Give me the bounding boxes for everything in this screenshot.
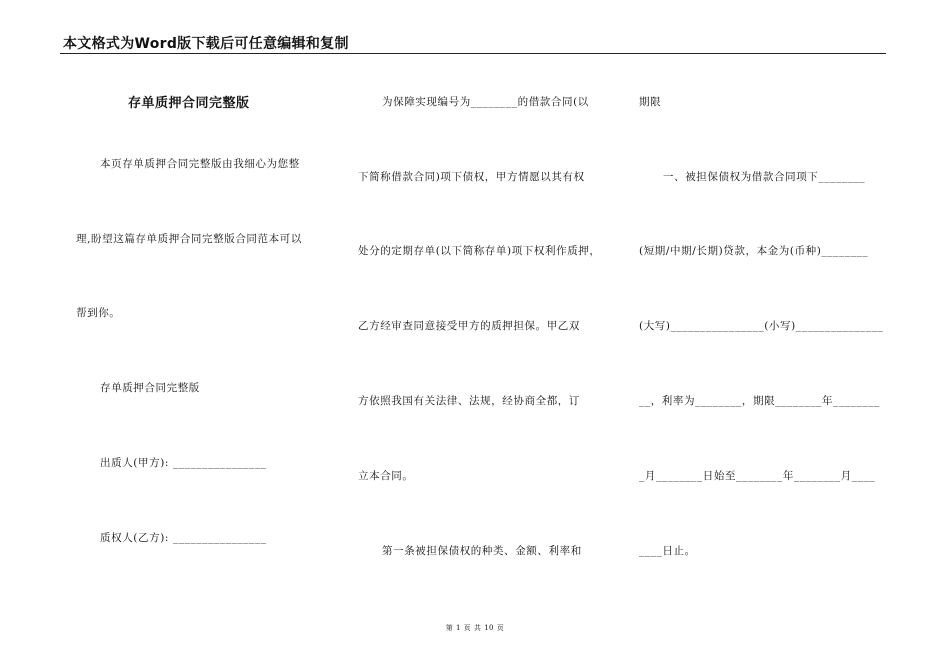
- paragraph-line: 理,盼望这篇存单质押合同完整版合同范本可以: [76, 233, 302, 245]
- paragraph-line: 存单质押合同完整版: [100, 382, 200, 394]
- header-divider: [60, 53, 886, 54]
- paragraph-line: 乙方经审查同意接受甲方的质押担保。甲乙双: [358, 320, 580, 332]
- paragraph-line: 方依照我国有关法律、法规，经协商全都，订: [358, 395, 580, 407]
- document-title: 存单质押合同完整版: [128, 96, 250, 111]
- header-banner: 本文格式为Word版下载后可任意编辑和复制: [63, 36, 349, 52]
- paragraph-line: ____日止。: [639, 545, 696, 557]
- paragraph-line: 一、被担保债权为借款合同项下________: [663, 171, 866, 183]
- paragraph-line: 处分的定期存单(以下简称存单)项下权利作质押，: [358, 245, 601, 257]
- pledgor-field: 出质人(甲方): ________________: [100, 457, 267, 469]
- paragraph-line: 下简称借款合同)项下债权，甲方情愿以其有权: [358, 171, 585, 183]
- pledgee-field: 质权人(乙方): ________________: [100, 532, 267, 544]
- paragraph-line: 期限: [639, 96, 662, 108]
- paragraph-line: _月________日始至________年________月____: [639, 470, 876, 482]
- paragraph-line: 帮到你。: [76, 307, 121, 319]
- paragraph-line: __，利率为________，期限________年________: [639, 395, 880, 407]
- paragraph-line: 为保障实现编号为________的借款合同(以: [382, 96, 589, 108]
- paragraph-line: (短期/中期/长期)贷款，本金为(币种)________: [639, 245, 869, 257]
- paragraph-line: 本页存单质押合同完整版由我细心为您整: [100, 158, 300, 170]
- paragraph-line: (大写)________________(小写)_______________: [639, 320, 884, 332]
- page-number: 第 1 页 共 10 页: [445, 624, 505, 632]
- article-heading: 第一条被担保债权的种类、金额、利率和: [382, 545, 582, 557]
- paragraph-line: 立本合同。: [358, 470, 414, 482]
